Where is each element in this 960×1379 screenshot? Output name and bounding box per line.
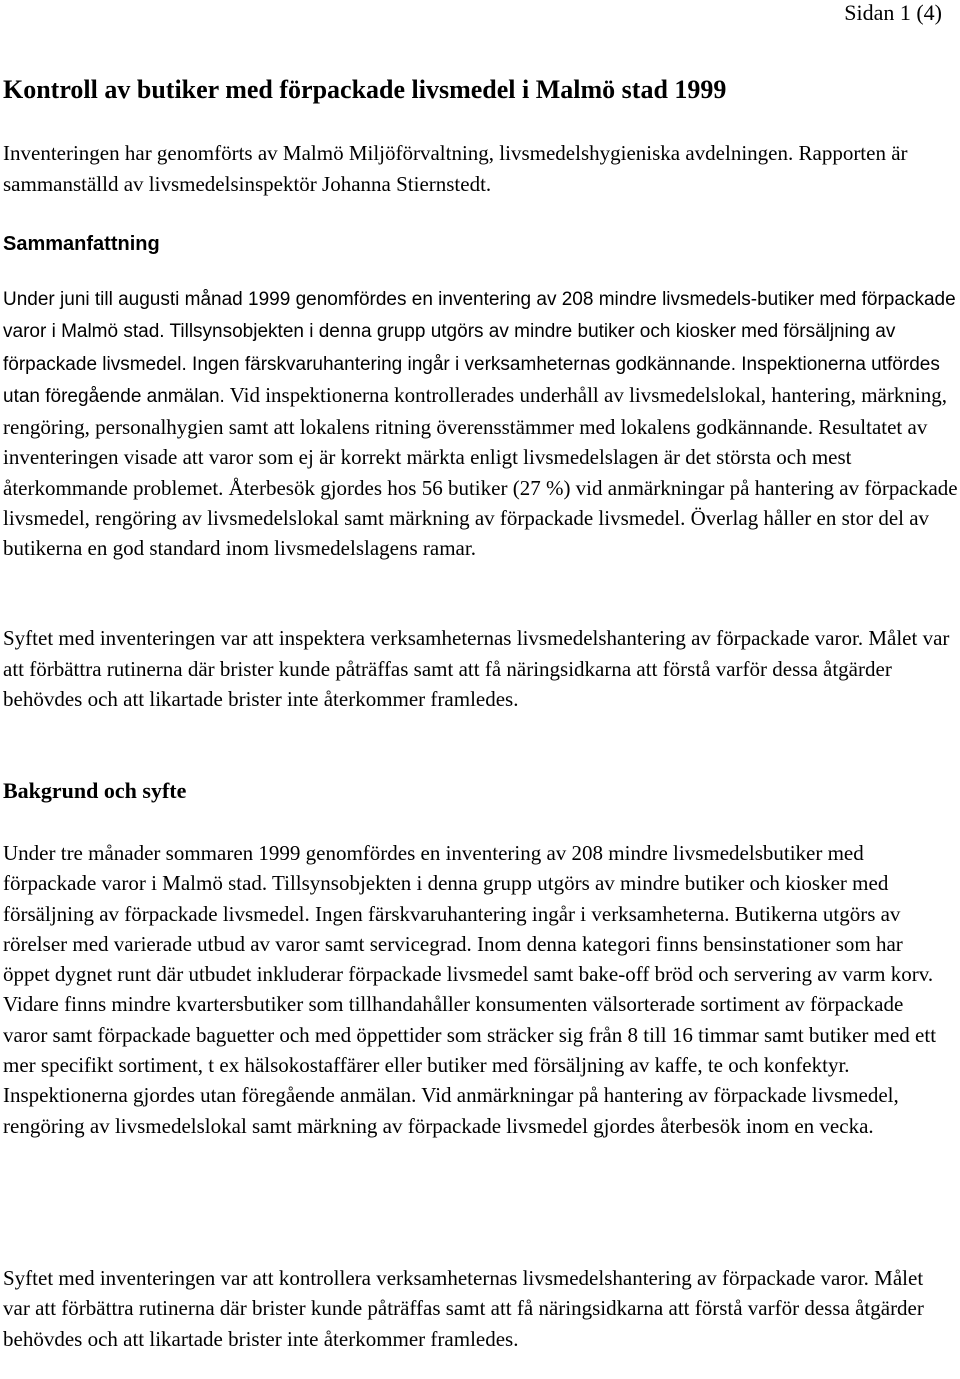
purpose-paragraph: Syftet med inventeringen var att kontrollera verksamheternas livsmedelshantering av förpackade varor. Målet var att förbättra rutinerna där brister kunde påträffas samt att få näringsidkarna att förstå varför dessa åtgärder behövdes och att likartade brister inte återkommer framledes.	[3, 1266, 924, 1351]
page-number: Sidan 1 (4)	[844, 0, 942, 25]
background-paragraph: Under tre månader sommaren 1999 genomfördes en inventering av 208 mindre livsmedelsbutiker med förpackade varor i Malmö stad. Tillsynsobjekten i denna grupp utgörs av mindre butiker och kiosker med försäljning av förpackade livsmedel. Ingen färskvaruhantering ingår i verksamheterna. Butikerna utgörs av rörelser med varierade utbud av varor samt servicegrad. Inom denna kategori finns bensinstationer som har öppet dygnet runt där utbudet inkluderar förpackade livsmedel samt bake-off bröd och servering av varm korv. Vidare finns mindre kvartersbutiker som tillhandahåller konsumenten välsorterade sortiment av förpackade varor samt förpackade baguetter och med öppettider som sträcker sig från 8 till 16 timmar samt butiker med ett mer specifikt sortiment, t ex hälsokostaffärer eller butiker med försäljning av kaffe, te och konfektyr. Inspektionerna gjordes utan föregående anmälan. Vid anmärkningar på hantering av förpackade livsmedel, rengöring av livsmedelslokal samt märkning av förpackade livsmedel gjordes återbesök inom en vecka.	[3, 841, 937, 1138]
summary-purpose-paragraph: Syftet med inventeringen var att inspektera verksamheternas livsmedelshantering av förpackade varor. Målet var att förbättra rutinerna där brister kunde påträffas samt att få näringsidkarna att förstå varför dessa åtgärder behövdes och att likartade brister inte återkommer framledes.	[3, 626, 950, 711]
intro-paragraph: Inventeringen har genomförts av Malmö Miljöförvaltning, livsmedelshygieniska avdelningen. Rapporten är sammanställd av livsmedelsinspektör Johanna Stiernstedt.	[3, 141, 908, 196]
summary-sans-text: Under juni till augusti månad 1999 genomfördes en inventering av 208 mindre livsmedels-butiker med förpackade varor i Malmö stad. Tillsynsobjekten i denna grupp utgörs av mindre butiker och kiosker med försäljning av förpackade livsmedel. Ingen färskvaruhantering ingår i verksamheternas godkännande. Inspektionerna utfördes utan föregående anmälan.	[3, 289, 956, 407]
summary-heading: Sammanfattning	[3, 233, 160, 255]
document-title: Kontroll av butiker med förpackade livsmedel i Malmö stad 1999	[3, 75, 727, 104]
background-heading: Bakgrund och syfte	[3, 778, 187, 803]
summary-serif-text: Vid inspektionerna kontrollerades underhåll av livsmedelslokal, hantering, märkning, rengöring, personalhygien samt att lokalens ritning överensstämmer med lokalens godkännande. Resultatet av inventeringen visade att varor som ej är korrekt märkta enligt livsmedelslagen är det största och mest återkommande problemet. Återbesök gjordes hos 56 butiker (27 %) vid anmärkningar på hantering av förpackade livsmedel, rengöring av livsmedelslokal samt märkning av förpackade livsmedel. Överlag håller en stor del av butikerna en god standard inom livsmedelslagens ramar.	[3, 382, 958, 561]
summary-paragraph	[3, 283, 958, 564]
